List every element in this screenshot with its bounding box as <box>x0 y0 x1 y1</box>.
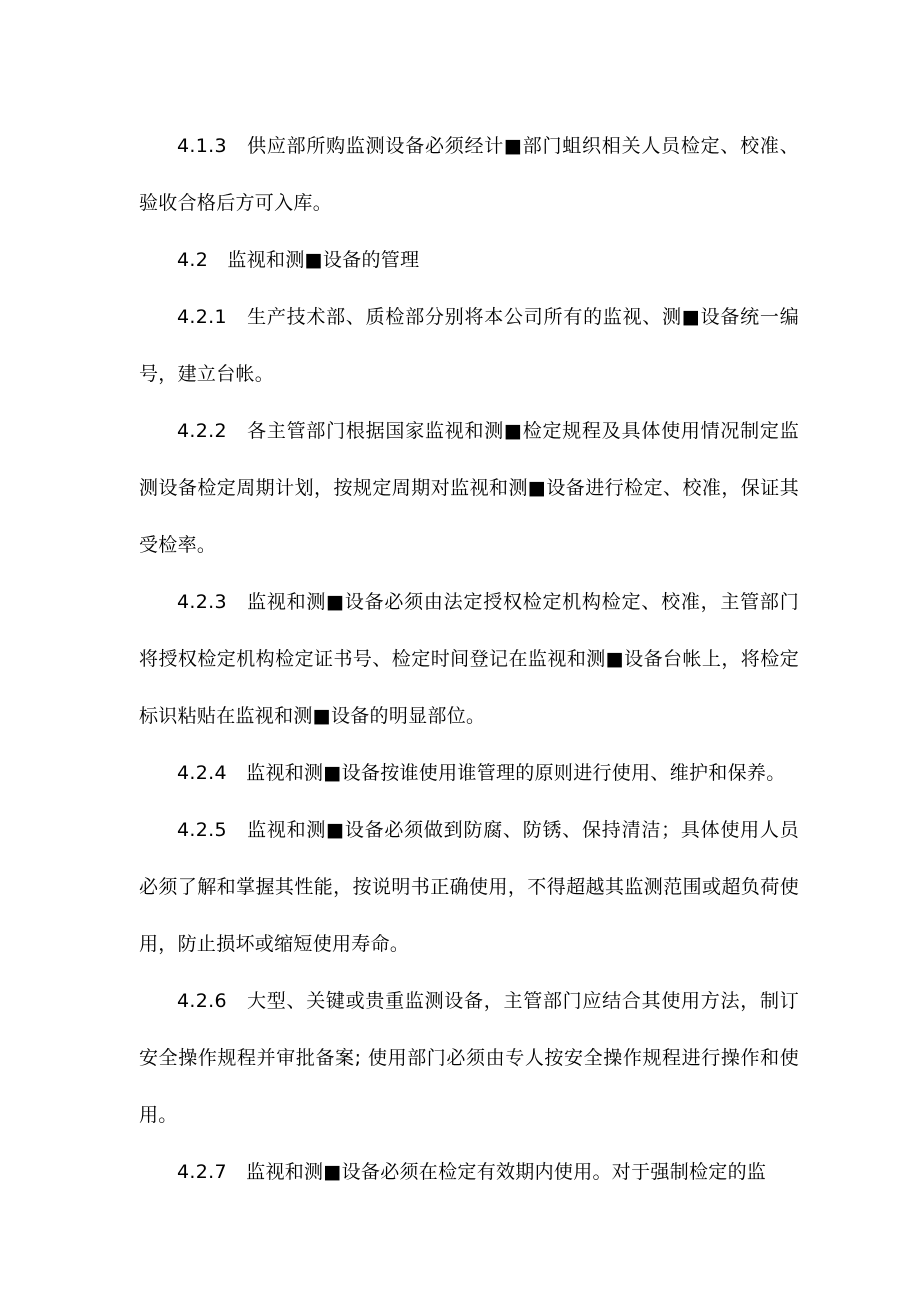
paragraph-4-2-2: 4.2.2 各主管部门根据国家监视和测■检定规程及具体使用情况制定监测设备检定周期计划，按规定周期对监视和测■设备进行检定、校准，保证其受检率。 <box>139 420 799 556</box>
paragraph-4-2-4: 4.2.4 监视和测■设备按谁使用谁管理的原则进行使用、维护和保养。 <box>177 762 786 784</box>
heading-4-2: 4.2 监视和测■设备的管理 <box>177 249 420 271</box>
document-body <box>139 118 799 1201</box>
paragraph-4-2-7: 4.2.7 监视和测■设备必须在检定有效期内使用。对于强制检定的监 <box>177 1161 767 1183</box>
paragraph-4-2-6: 4.2.6 大型、关键或贵重监测设备，主管部门应结合其使用方法，制订安全操作规程并审批备案; 使用部门必须由专人按安全操作规程进行操作和使用。 <box>139 990 799 1126</box>
paragraph-4-1-3: 4.1.3 供应部所购监测设备必须经计■部门蛆织相关人员检定、校准、验收合格后方可入库。 <box>139 135 799 214</box>
paragraph-4-2-5: 4.2.5 监视和测■设备必须做到防腐、防锈、保持清洁；具体使用人员必须了解和掌握其性能，按说明书正确使用，不得超越其监测范围或超负荷使用，防止损坏或缩短使用寿命。 <box>139 819 799 955</box>
paragraph-4-2-3: 4.2.3 监视和测■设备必须由法定授权检定机构检定、校准，主管部门将授权检定机构检定证书号、检定时间登记在监视和测■设备台帐上，将检定标识粘贴在监视和测■设备的明显部位。 <box>139 591 799 727</box>
paragraph-4-2-1: 4.2.1 生产技术部、质检部分别将本公司所有的监视、测■设备统一编号，建立台帐。 <box>139 306 799 385</box>
